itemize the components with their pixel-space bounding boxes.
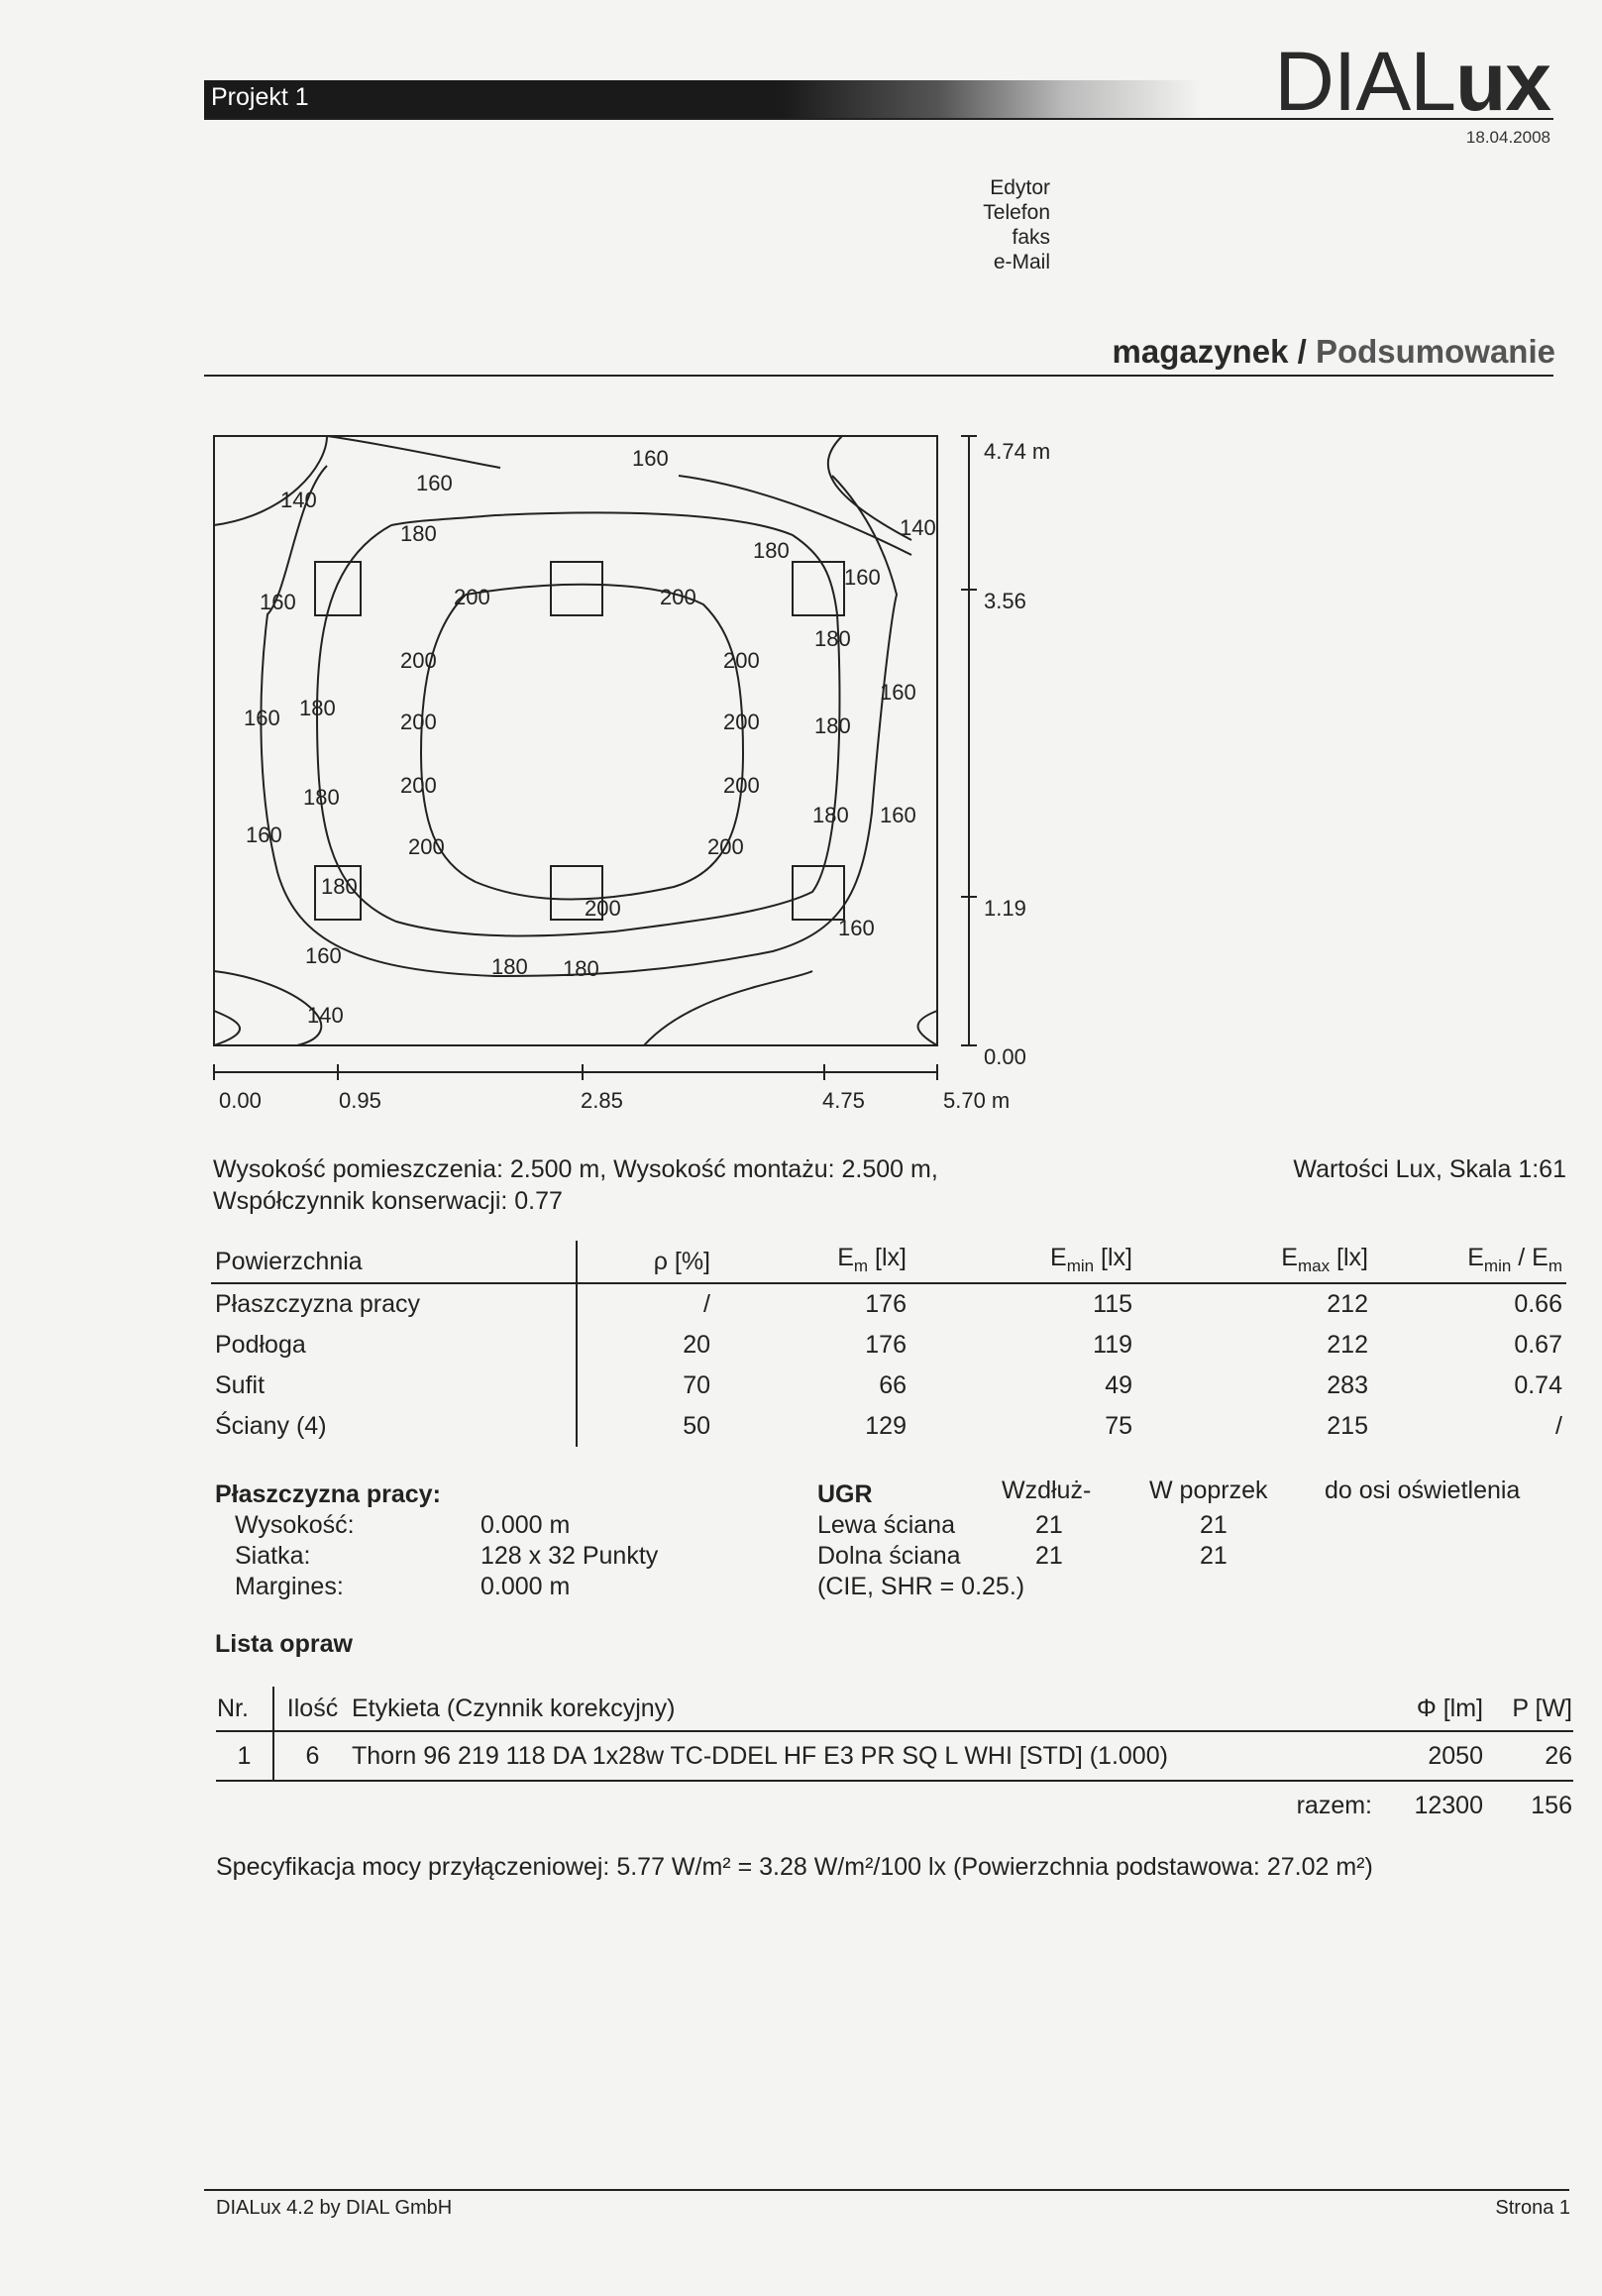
luminaire-marker [551, 562, 602, 615]
col-rho: ρ [%] [577, 1241, 714, 1283]
col-emin: $E_{min}$ [lx] [910, 1241, 1136, 1283]
contour-label: 180 [491, 954, 528, 979]
col-surface: Powierzchnia [211, 1241, 577, 1283]
contact-editor: Edytor [990, 176, 1050, 199]
contour-label: 180 [400, 521, 437, 546]
contour-label: 200 [723, 773, 760, 798]
contour-label: 180 [303, 785, 340, 810]
contour-label: 180 [812, 803, 849, 827]
luminaire-marker [793, 866, 844, 920]
ugr-block: UGR Wzdłuż- W poprzek do osi oświetlenia Lewa ściana 21 21 Dolna ściana 21 21 (CIE, SHR = 0.25.) [817, 1476, 1521, 1600]
luminaire-marker [315, 562, 361, 615]
table-row: Ściany (4) 50 129 75 215 / [211, 1406, 1566, 1447]
scale-info: Wartości Lux, Skala 1:61 [1293, 1155, 1566, 1183]
y-tick-label: 0.00 [984, 1044, 1026, 1069]
x-tick-label: 0.95 [339, 1088, 381, 1113]
col-nr: Nr. [216, 1687, 273, 1731]
contour-label: 200 [400, 710, 437, 734]
contour-label: 160 [260, 590, 296, 614]
contour-label: 160 [246, 822, 282, 847]
contour-140 [214, 1011, 240, 1045]
contour-label: 160 [632, 446, 669, 471]
contour-160 [327, 436, 500, 468]
contour-label: 160 [838, 916, 875, 940]
contour-label: 140 [900, 515, 936, 540]
contour-label: 140 [307, 1003, 344, 1028]
contour-label: 180 [563, 956, 599, 981]
table-row: Podłoga 20 176 119 212 0.67 [211, 1325, 1566, 1366]
x-tick-label: 4.75 [822, 1088, 865, 1113]
room-info [213, 1153, 938, 1217]
total-row: razem: 12300 156 [1296, 1791, 1572, 1819]
contour-label: 180 [321, 874, 358, 899]
col-em: $E_m$ [lx] [714, 1241, 910, 1283]
contour-label: 200 [723, 710, 760, 734]
contour-label: 160 [305, 943, 342, 968]
y-tick-label: 4.74 m [984, 439, 1051, 464]
workplane-title: Płaszczyzna pracy: [215, 1480, 441, 1508]
page-name: Podsumowanie [1315, 333, 1555, 370]
contour-label: 180 [814, 626, 851, 651]
room-info-line: Współczynnik konserwacji: 0.77 [213, 1187, 563, 1215]
ugr-col-across: W poprzek [1149, 1476, 1268, 1504]
room-name: magazynek [1112, 333, 1289, 370]
contour-label: 200 [400, 773, 437, 798]
dialux-logo: DIALux [1274, 35, 1550, 128]
page-number: Strona 1 [1495, 2197, 1570, 2219]
contour-140 [644, 971, 812, 1045]
contour-label: 200 [408, 834, 445, 859]
contour-label: 180 [299, 696, 336, 720]
table-row: 1 6 Thorn 96 219 118 DA 1x28w TC-DDEL HF E3 PR SQ L WHI [STD] (1.000) 2050 26 [216, 1731, 1573, 1781]
col-qty: Ilość [273, 1687, 351, 1731]
luminaire-list-title: Lista opraw [215, 1630, 353, 1658]
contour-label: 200 [707, 834, 744, 859]
table-row: Płaszczyzna pracy / 176 115 212 0.66 [211, 1283, 1566, 1325]
col-label: Etykieta (Czynnik korekcyjny) [351, 1687, 1373, 1731]
contour-label: 200 [400, 648, 437, 673]
contact-phone: Telefon [983, 201, 1050, 224]
contact-fax: faks [1012, 226, 1050, 249]
section-title: magazynek / Podsumowanie [1112, 333, 1555, 370]
x-tick-label: 5.70 m [943, 1088, 1011, 1113]
room-info-line: Wysokość pomieszczenia: 2.500 m, Wysokość montażu: 2.500 m, [213, 1155, 938, 1183]
workplane-block: Płaszczyzna pracy: Wysokość: 0.000 m Siatka: 128 x 32 Punkty Margines: 0.000 m [215, 1480, 659, 1600]
contour-label: 140 [280, 488, 317, 512]
contour-label: 160 [880, 680, 916, 705]
contour-label: 160 [244, 706, 280, 730]
ugr-col-axis: do osi oświetlenia [1325, 1476, 1521, 1504]
contour-label: 160 [880, 803, 916, 827]
contour-label: 200 [723, 648, 760, 673]
contact-email: e-Mail [993, 251, 1050, 273]
contour-label: 180 [814, 713, 851, 738]
contour-140 [214, 971, 321, 1045]
report-date: 18.04.2008 [1465, 128, 1550, 147]
luminaire-table [216, 1687, 1573, 1829]
col-emax: $E_{max}$ [lx] [1136, 1241, 1372, 1283]
surface-table [211, 1241, 1566, 1447]
contour-label: 160 [844, 565, 881, 590]
power-specification: Specyfikacja mocy przyłączeniowej: 5.77 W/m² = 3.28 W/m²/100 lx (Powierzchnia podstawowa: 27.02 m²) [216, 1853, 1373, 1881]
contour-140 [918, 1011, 938, 1045]
x-tick-label: 0.00 [219, 1088, 262, 1113]
footer-rule [204, 2189, 1569, 2191]
contour-label: 200 [660, 585, 696, 609]
contour-160 [679, 476, 911, 555]
table-row: Sufit 70 66 49 283 0.74 [211, 1366, 1566, 1406]
contour-label: 180 [753, 538, 790, 563]
contour-label: 160 [416, 471, 453, 495]
y-tick-label: 1.19 [984, 896, 1026, 921]
contour-200 [421, 585, 743, 900]
footer-software: DIALux 4.2 by DIAL GmbH [216, 2197, 453, 2219]
contour-label: 200 [585, 896, 621, 921]
ugr-title: UGR [817, 1480, 873, 1508]
col-power: P [W] [1484, 1687, 1573, 1731]
contour-label: 200 [454, 585, 490, 609]
ugr-col-along: Wzdłuż- [1002, 1476, 1092, 1504]
col-ratio: $E_{min} / E_m$ [1372, 1241, 1566, 1283]
project-title: Projekt 1 [211, 83, 309, 111]
x-tick-label: 2.85 [581, 1088, 623, 1113]
col-flux: Φ [lm] [1373, 1687, 1484, 1731]
y-tick-label: 3.56 [984, 589, 1026, 613]
ugr-note: (CIE, SHR = 0.25.) [817, 1573, 1025, 1600]
isolux-plot [0, 0, 1602, 1130]
contour-180 [317, 512, 839, 935]
